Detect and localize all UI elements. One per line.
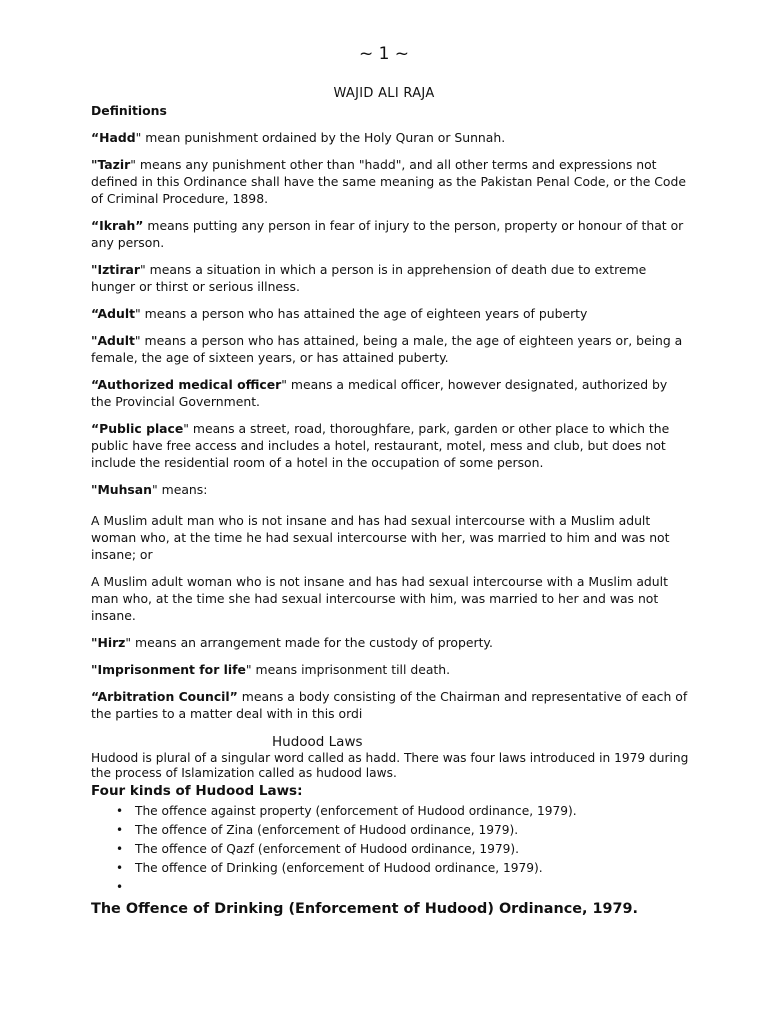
- muhsan-paragraphs: [91, 512, 691, 624]
- definition-item: [91, 688, 691, 722]
- definition-term: "Adult: [91, 333, 135, 348]
- definition-term: “Arbitration Council”: [91, 689, 238, 704]
- definition-text: " means an arrangement made for the custody of property.: [125, 635, 493, 650]
- definition-item: [91, 261, 691, 295]
- definition-term: "Tazir: [91, 157, 131, 172]
- document-body: [91, 102, 691, 918]
- definition-text: " means:: [152, 482, 208, 497]
- definition-item: [91, 376, 691, 410]
- author-name: WAJID ALI RAJA: [333, 86, 435, 101]
- definitions-list: [91, 129, 691, 498]
- definition-item: [91, 129, 691, 146]
- definition-term: “Hadd: [91, 130, 136, 145]
- definition-text: " means any punishment other than "hadd", and all other terms and expressions not defined in this Ordinance shall have the same meaning as the Pakistan Penal Code, or the Code of Criminal Procedure, 1898.: [91, 157, 686, 206]
- definition-text: means a body consisting of the Chairman and representative of each of the parties to a matter deal with in this ordi: [91, 689, 688, 721]
- hudood-laws-paragraph: Hudood is plural of a singular word called as hadd. There was four laws introduced in 1979 during the process of Islamization called as hudood laws.: [91, 751, 689, 780]
- definition-item: [91, 481, 691, 498]
- definition-text: " means a person who has attained, being a male, the age of eighteen years or, being a female, the age of sixteen years, or has attained puberty.: [91, 333, 683, 365]
- hudood-kinds-list: [91, 802, 691, 897]
- definitions-heading: Definitions: [91, 103, 167, 118]
- hudood-laws-title: Hudood Laws: [272, 734, 363, 750]
- definition-term: "Muhsan: [91, 482, 152, 497]
- hudood-kind-item: [135, 878, 691, 897]
- definition-item: [91, 217, 691, 251]
- definition-item: [91, 634, 691, 651]
- definition-term: "Imprisonment for life: [91, 662, 246, 677]
- definition-item: [91, 305, 691, 322]
- definition-text: " means a situation in which a person is in apprehension of death due to extreme hunger or thirst or serious illness.: [91, 262, 647, 294]
- definition-term: "Iztirar: [91, 262, 141, 277]
- definition-text: " mean punishment ordained by the Holy Quran or Sunnah.: [135, 130, 506, 145]
- definition-text: means putting any person in fear of injury to the person, property or honour of that or any person.: [91, 218, 684, 250]
- hudood-kind-item: • The offence of Drinking (enforcement of Hudood ordinance, 1979).: [135, 859, 691, 878]
- definition-item: [91, 420, 691, 471]
- page-number: ~ 1 ~: [358, 44, 410, 64]
- definition-item: [91, 156, 691, 207]
- definition-term: “Authorized medical officer: [91, 377, 282, 392]
- muhsan-paragraph: A Muslim adult man who is not insane and has had sexual intercourse with a Muslim adult woman who, at the time he had sexual intercourse with her, was married to him and was not insane; or: [91, 513, 670, 562]
- definition-term: “Public place: [91, 421, 184, 436]
- definition-text: " means a medical officer, however designated, authorized by the Provincial Government.: [91, 377, 668, 409]
- definition-term: “Adult: [91, 306, 135, 321]
- definition-term: "Hirz: [91, 635, 126, 650]
- definition-text: " means a person who has attained the age of eighteen years of puberty: [135, 306, 588, 321]
- hudood-kind-item: • The offence of Zina (enforcement of Hudood ordinance, 1979).: [135, 821, 691, 840]
- definitions-list-continued: [91, 634, 691, 722]
- hudood-kind-item: • The offence against property (enforcement of Hudood ordinance, 1979).: [135, 802, 691, 821]
- definition-term: “Ikrah”: [91, 218, 144, 233]
- definition-text: " means imprisonment till death.: [245, 662, 451, 677]
- definition-item: [91, 661, 691, 678]
- muhsan-paragraph: A Muslim adult woman who is not insane and has had sexual intercourse with a Muslim adult man who, at the time she had sexual intercourse with him, was married to her and was not insane.: [91, 574, 668, 623]
- hudood-kinds-title: Four kinds of Hudood Laws:: [91, 783, 303, 799]
- definition-text: " means a street, road, thoroughfare, park, garden or other place to which the public have free access and includes a hotel, restaurant, motel, mess and club, but does not include the residential room of a hotel in the occupation of some person.: [91, 421, 670, 470]
- hudood-kind-item: • The offence of Qazf (enforcement of Hudood ordinance, 1979).: [135, 840, 691, 859]
- drinking-ordinance-title: The Offence of Drinking (Enforcement of Hudood) Ordinance, 1979.: [91, 901, 638, 917]
- definition-item: [91, 332, 691, 366]
